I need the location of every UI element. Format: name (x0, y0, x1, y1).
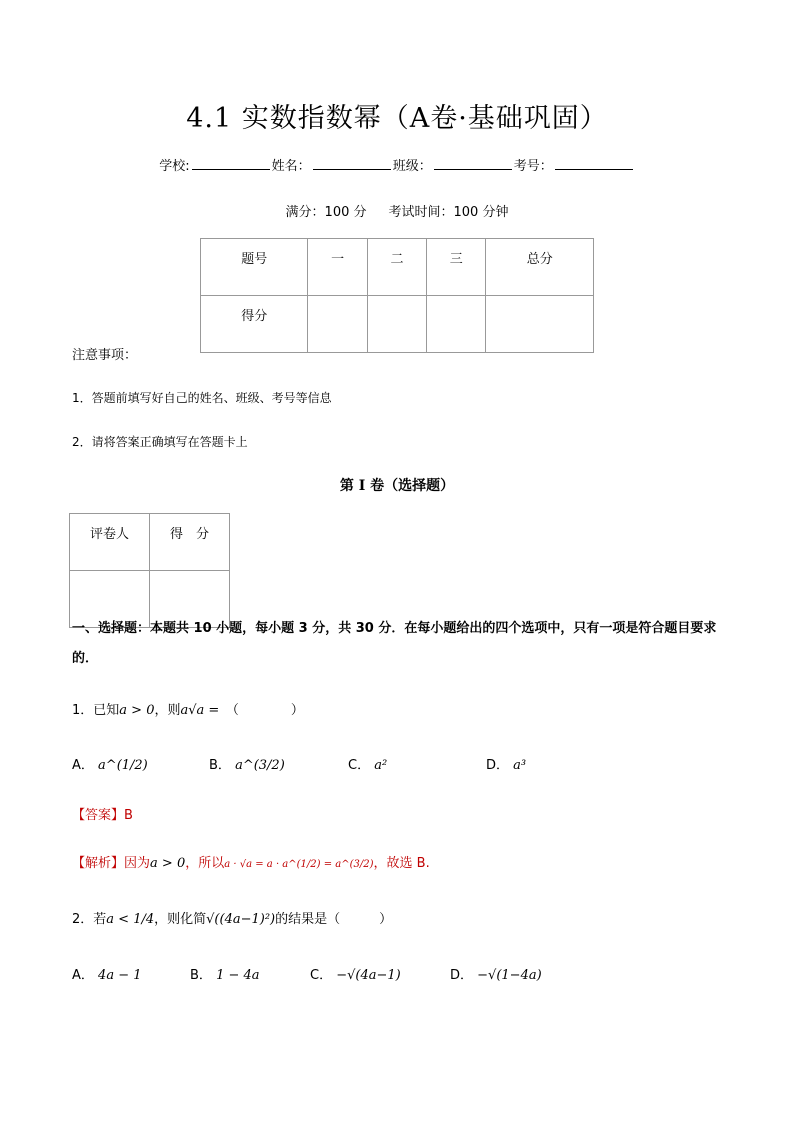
note-item: 1．答题前填写好自己的姓名、班级、考号等信息 (72, 391, 332, 405)
q2-option-c[interactable] (310, 964, 401, 983)
page-title: 4.1 实数指数幂（A卷·基础巩固） (186, 103, 608, 134)
option-label: B． (209, 758, 231, 773)
option-label: A． (72, 968, 94, 983)
q1-mid: ，则 (154, 703, 181, 718)
score-header-cell: 题号 (201, 239, 308, 296)
class-label: 班级： (392, 159, 432, 174)
option-math: a^(1/2) (98, 758, 148, 773)
option-label: C． (310, 968, 333, 983)
option-label: A． (72, 758, 94, 773)
option-math: a² (374, 758, 388, 773)
score-label: 得 分 (150, 514, 230, 571)
explanation-text: ，故选 B. (373, 856, 430, 871)
q1-expression: a√a = (180, 703, 220, 718)
option-math: 1 − 4a (216, 968, 260, 983)
q2-option-a[interactable] (72, 964, 142, 983)
q1-condition: a > 0 (119, 703, 155, 718)
part1-heading: 一、选择题：本题共 10 小题，每小题 3 分，共 30 分．在每小题给出的四个选项中，只有一项是符合题目要求的． (72, 621, 717, 666)
score-cell[interactable] (367, 296, 426, 353)
explanation-expression: a · √a = a · a^(1/2) = a^(3/2) (224, 859, 374, 870)
explanation-text: 因为 (124, 856, 151, 871)
school-blank[interactable] (192, 157, 270, 170)
exam-time: 考试时间：100 分钟 (388, 205, 509, 220)
q2-prefix: 2．若 (72, 912, 107, 927)
q2-option-b[interactable] (190, 964, 260, 983)
school-label: 学校: (159, 159, 190, 174)
q1-prefix: 1．已知 (72, 703, 120, 718)
explanation-tag: 【解析】 (72, 856, 125, 871)
option-math: −√(4a−1) (336, 968, 401, 983)
question-1 (72, 699, 304, 718)
student-info-line (0, 155, 794, 174)
q2-expression: √((4a−1)²) (206, 912, 276, 927)
option-label: B． (190, 968, 212, 983)
option-label: D． (450, 968, 474, 983)
score-cell[interactable] (486, 296, 594, 353)
number-blank[interactable] (555, 157, 633, 170)
q1-paren: （ ） (232, 703, 304, 718)
q2-condition: a < 1/4 (106, 912, 155, 927)
option-math: −√(1−4a) (477, 968, 542, 983)
class-blank[interactable] (434, 157, 512, 170)
answer-value: B (124, 808, 133, 823)
explanation-text: ，所以 (185, 856, 225, 871)
score-row-label: 得分 (201, 296, 308, 353)
q2-mid: ，则化简 (154, 912, 207, 927)
q2-suffix: 的结果是（ ） (275, 912, 393, 927)
option-math: a³ (513, 758, 527, 773)
score-header-cell: 一 (308, 239, 367, 296)
grader-label: 评卷人 (70, 514, 150, 571)
q1-option-d[interactable] (486, 754, 526, 773)
section-title: 第 I 卷（选择题） (339, 478, 455, 494)
score-cell[interactable] (427, 296, 486, 353)
score-table (200, 238, 594, 353)
score-cell[interactable] (308, 296, 367, 353)
score-header-cell: 总分 (486, 239, 594, 296)
name-label: 姓名： (271, 159, 311, 174)
name-blank[interactable] (313, 157, 391, 170)
full-score: 满分：100 分 (285, 205, 367, 220)
q2-option-d[interactable] (450, 964, 542, 983)
answer-line (72, 804, 133, 823)
score-header-cell: 三 (427, 239, 486, 296)
option-label: D． (486, 758, 510, 773)
option-math: 4a − 1 (98, 968, 142, 983)
answer-tag: 【答案】 (72, 808, 125, 823)
question-2 (72, 908, 392, 927)
option-math: a^(3/2) (235, 758, 285, 773)
q1-option-b[interactable] (209, 754, 285, 773)
grader-table (69, 513, 230, 628)
note-item: 2．请将答案正确填写在答题卡上 (72, 435, 248, 449)
notes-title: 注意事项： (72, 348, 138, 363)
q1-option-c[interactable] (348, 754, 387, 773)
score-header-cell: 二 (367, 239, 426, 296)
explanation-line (72, 852, 430, 871)
number-label: 考号： (513, 159, 553, 174)
option-label: C． (348, 758, 371, 773)
exam-meta (0, 201, 794, 220)
q1-option-a[interactable] (72, 754, 148, 773)
explanation-condition: a > 0 (150, 856, 186, 871)
